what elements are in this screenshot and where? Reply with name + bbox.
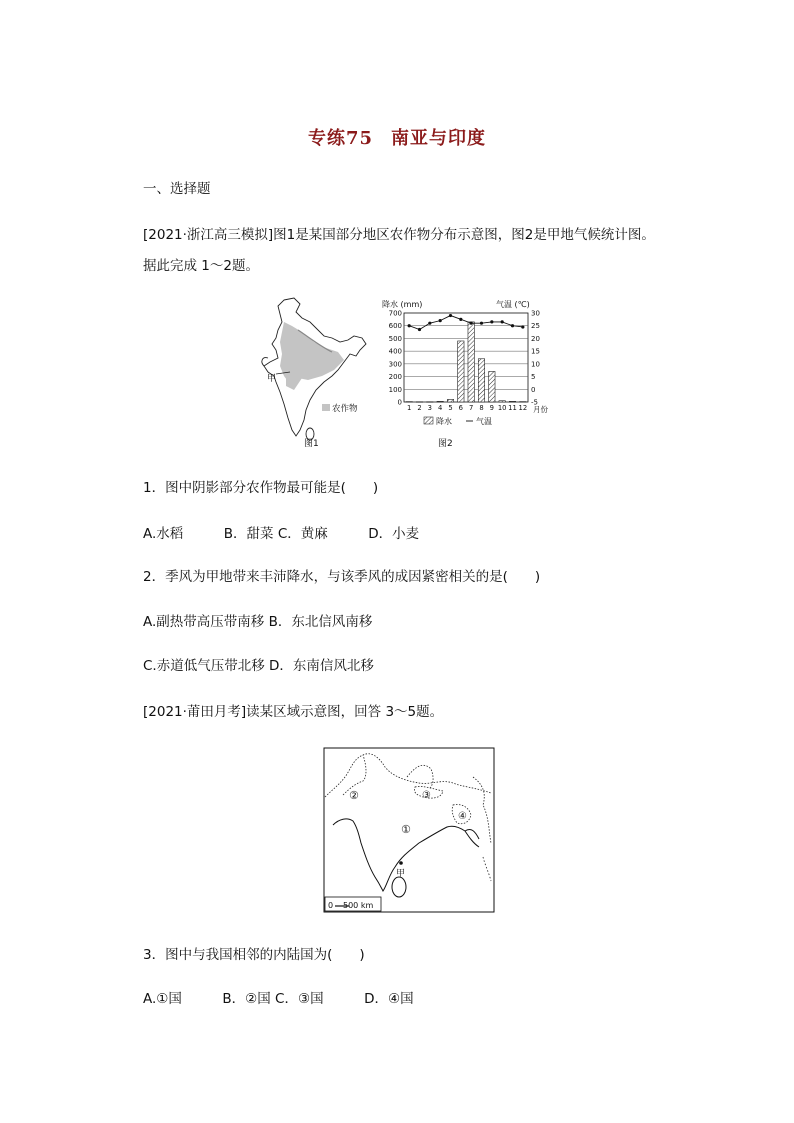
label-region-3: ③ xyxy=(422,790,431,801)
place-dot-jia xyxy=(399,861,403,865)
right-tick-label: 20 xyxy=(531,334,540,343)
left-tick-label: 700 xyxy=(388,309,402,318)
title-name: 南亚与印度 xyxy=(391,128,487,149)
question-1-stem: 1．图中阴影部分农作物最可能是( ) xyxy=(143,480,379,496)
precip-bar xyxy=(520,402,526,403)
left-tick-label: 0 xyxy=(397,398,402,407)
precip-bar xyxy=(489,371,495,402)
left-tick-label: 600 xyxy=(388,322,402,331)
left-axis-title: 降水 (mm) xyxy=(382,300,423,309)
temperature-point xyxy=(418,328,421,331)
month-tick-label: 8 xyxy=(479,404,484,412)
legend-precip-swatch xyxy=(424,417,433,424)
legend-precip-label: 降水 xyxy=(436,417,452,426)
temperature-point xyxy=(521,325,524,328)
figure1-caption: 图1 xyxy=(304,439,319,448)
figure2-caption: 图2 xyxy=(438,439,453,448)
left-tick-label: 500 xyxy=(388,334,402,343)
climate-chart xyxy=(374,296,550,448)
legend-crop-label: 农作物 xyxy=(332,404,358,414)
precip-bar xyxy=(437,401,443,402)
precip-bar xyxy=(406,402,412,403)
temperature-point xyxy=(511,324,514,327)
crop-distribution-map xyxy=(258,296,370,448)
section-heading: 一、选择题 xyxy=(143,181,211,197)
label-region-4: ④ xyxy=(458,811,467,822)
left-tick-label: 300 xyxy=(388,360,402,369)
intro-line-2: 据此完成 1～2题。 xyxy=(143,258,259,274)
question-2-options-line-2: C.赤道低气压带北移 D．东南信风北移 xyxy=(143,658,374,674)
right-tick-label: 25 xyxy=(531,322,540,331)
right-tick-label: 10 xyxy=(531,360,540,369)
month-tick-label: 1 xyxy=(407,404,412,412)
left-tick-label: 100 xyxy=(388,385,402,394)
precip-bar xyxy=(427,402,433,403)
precip-bar xyxy=(458,341,464,402)
precip-bar xyxy=(416,402,422,403)
left-tick-label: 400 xyxy=(388,347,402,356)
intro-line-1: [2021·浙江高三模拟]图1是某国部分地区农作物分布示意图，图2是甲地气候统计图。 xyxy=(143,227,655,243)
question-1-options: A.水稻 B．甜菜 C．黄麻 D．小麦 xyxy=(143,526,420,542)
label-region-1: ① xyxy=(401,823,411,836)
plot-frame xyxy=(404,313,528,402)
legend-swatch xyxy=(322,404,330,411)
temperature-point xyxy=(449,314,452,317)
temperature-point xyxy=(408,324,411,327)
scale-zero: 0 xyxy=(328,901,334,910)
legend-temp-label: 气温 xyxy=(476,417,492,426)
question-3-stem: 3．图中与我国相邻的内陆国为( ) xyxy=(143,947,365,963)
right-axis-title: 气温 (℃) xyxy=(496,300,530,309)
temperature-point xyxy=(490,320,493,323)
right-tick-label: 5 xyxy=(531,373,536,382)
precip-bar xyxy=(478,359,484,402)
month-tick-label: 4 xyxy=(438,404,443,412)
precip-bar xyxy=(499,401,505,402)
month-unit-label: 月份 xyxy=(533,405,548,414)
month-tick-label: 2 xyxy=(417,404,422,412)
scale-value: 500 km xyxy=(343,901,374,910)
temperature-line xyxy=(408,314,525,331)
place-label-jia: 甲 xyxy=(267,374,277,384)
month-tick-label: 10 xyxy=(497,404,507,412)
temperature-point xyxy=(501,320,504,323)
island-outline xyxy=(392,877,406,897)
temperature-point xyxy=(428,322,431,325)
place-label-jia: 甲 xyxy=(396,869,406,879)
temperature-point xyxy=(439,319,442,322)
month-tick-label: 7 xyxy=(469,404,474,412)
question-2-stem: 2．季风为甲地带来丰沛降水，与该季风的成因紧密相关的是( ) xyxy=(143,569,541,585)
question-2-options-line-1: A.副热带高压带南移 B．东北信风南移 xyxy=(143,614,373,630)
month-tick-label: 9 xyxy=(489,404,494,412)
month-tick-label: 6 xyxy=(458,404,463,412)
page-title xyxy=(0,124,794,150)
question-3-options: A.①国 B．②国 C．③国 D．④国 xyxy=(143,991,414,1007)
precip-bar xyxy=(509,401,515,402)
label-region-2: ② xyxy=(349,789,359,802)
temperature-point xyxy=(480,322,483,325)
right-tick-label: 0 xyxy=(531,385,536,394)
intro-2: [2021·莆田月考]读某区域示意图，回答 3～5题。 xyxy=(143,704,444,720)
precip-bar xyxy=(468,322,474,402)
month-tick-label: 5 xyxy=(448,404,453,412)
right-tick-label: -5 xyxy=(531,398,538,407)
month-tick-label: 11 xyxy=(508,404,517,412)
right-tick-label: 30 xyxy=(531,309,540,318)
grid-lines xyxy=(404,313,528,402)
south-asia-map xyxy=(323,747,495,913)
temperature-polyline xyxy=(409,316,523,330)
title-number: 专练75 xyxy=(307,128,374,149)
left-tick-label: 200 xyxy=(388,373,402,382)
temperature-point xyxy=(459,318,462,321)
precip-bars xyxy=(406,322,526,402)
temperature-point xyxy=(470,322,473,325)
month-tick-label: 3 xyxy=(427,404,432,412)
month-tick-label: 12 xyxy=(518,404,528,412)
right-tick-label: 15 xyxy=(531,347,540,356)
precip-bar xyxy=(447,399,453,402)
